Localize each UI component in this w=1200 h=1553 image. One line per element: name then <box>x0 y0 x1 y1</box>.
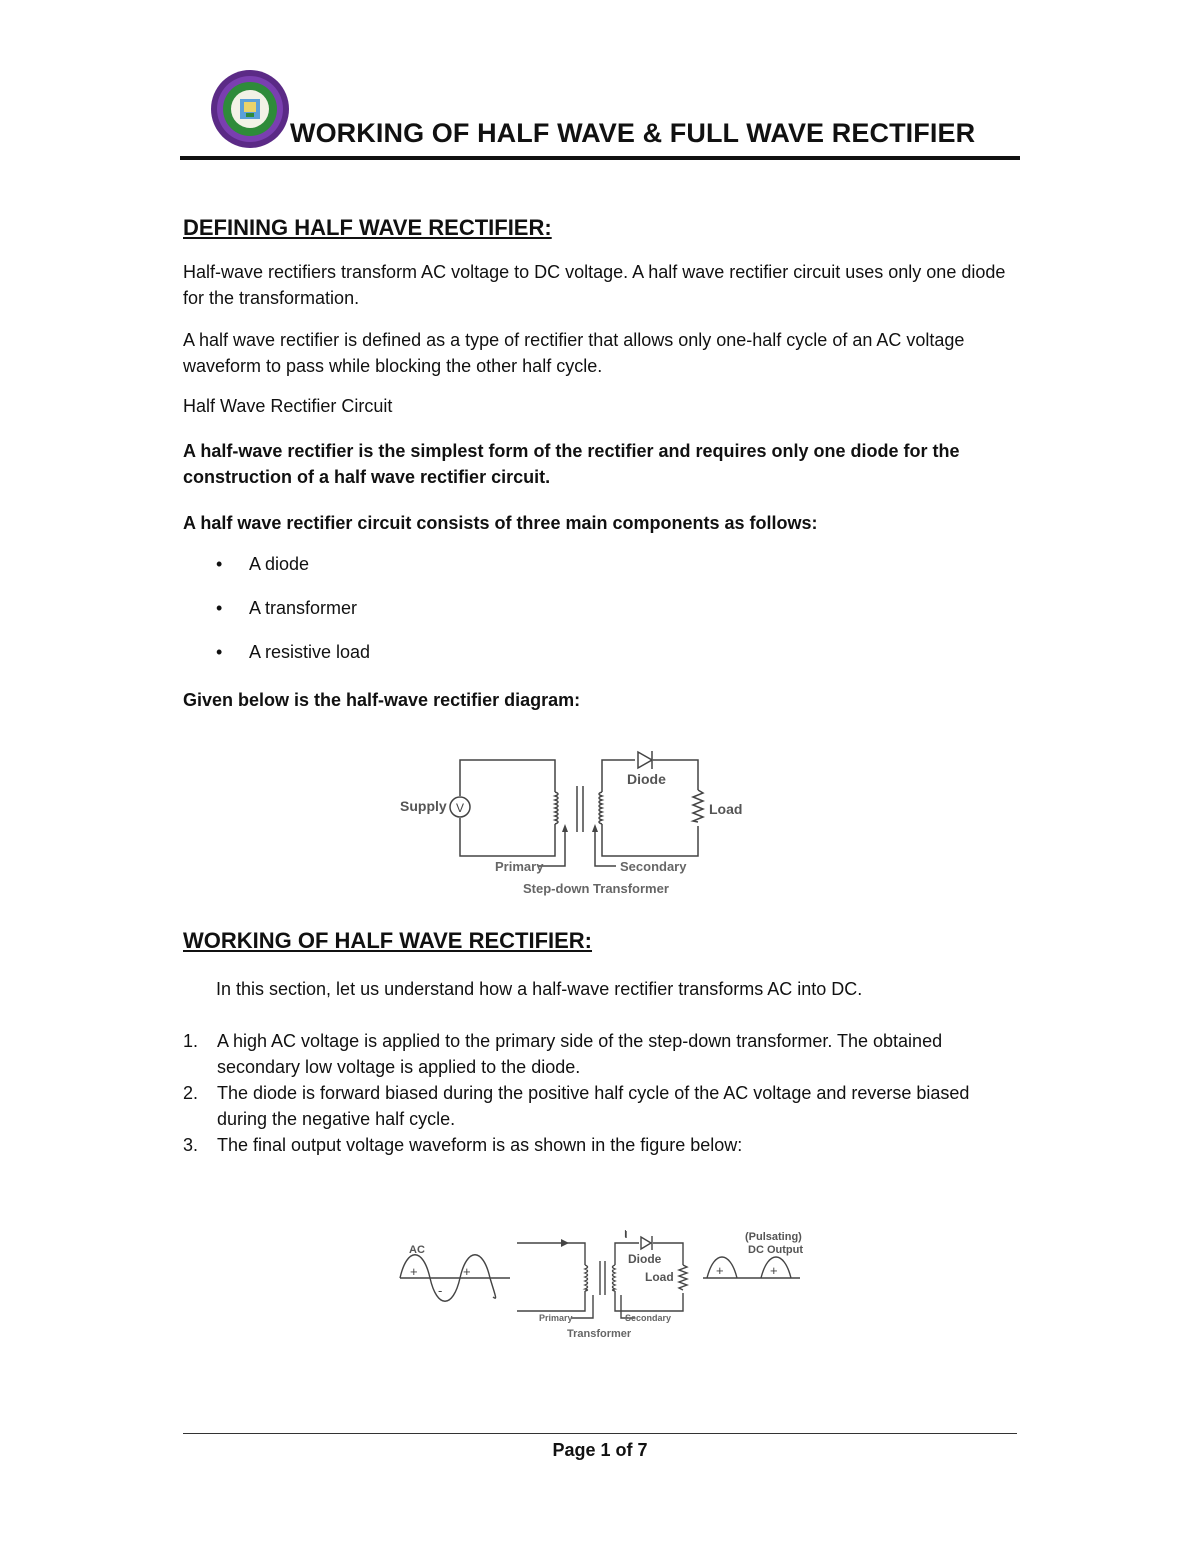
plus-sign: + <box>716 1263 724 1278</box>
current-label: I <box>624 1229 627 1240</box>
output-label-line2: DC Output <box>748 1244 803 1256</box>
list-item: • A resistive load <box>216 642 371 662</box>
primary-label: Primary <box>539 1313 573 1323</box>
load-label: Load <box>645 1270 674 1284</box>
section-heading-defining: DEFINING HALF WAVE RECTIFIER: <box>183 215 552 240</box>
paragraph-definition: A half wave rectifier is defined as a type of rectifier that allows only one-half cycle of an AC voltage waveform to pass while blocking the other half cycle. <box>183 330 965 376</box>
supply-label: Supply <box>400 798 447 814</box>
secondary-label: Secondary <box>625 1313 672 1323</box>
diagram-intro: Given below is the half-wave rectifier diagram: <box>183 690 581 710</box>
section-heading-working: WORKING OF HALF WAVE RECTIFIER: <box>183 928 593 953</box>
institution-logo <box>210 69 290 149</box>
paragraph-simplest-form: A half-wave rectifier is the simplest form of the rectifier and requires only one diode for the construction of a half wave rectifier circuit. <box>183 441 960 487</box>
list-item: 2. The diode is forward biased during the positive half cycle of the AC voltage and reverse biased during the negative half cycle. <box>183 1083 970 1129</box>
footer-rule <box>183 1433 1017 1434</box>
diagram-caption: Step-down Transformer <box>523 881 669 896</box>
voltmeter-symbol: V <box>455 801 465 815</box>
load-label: Load <box>709 801 743 817</box>
page-title: WORKING OF HALF WAVE & FULL WAVE RECTIFIER <box>290 118 976 148</box>
subheading-circuit: Half Wave Rectifier Circuit <box>183 396 393 416</box>
title-rule <box>180 156 1020 160</box>
plus-sign: + <box>410 1264 418 1279</box>
primary-label: Primary <box>495 859 544 874</box>
list-item: • A transformer <box>216 598 358 618</box>
paragraph-intro: Half-wave rectifiers transform AC voltage to DC voltage. A half wave rectifier circuit uses only one diode for the transformation. <box>183 262 1006 308</box>
paragraph-working-intro: In this section, let us understand how a half-wave rectifier transforms AC into DC. <box>216 979 863 999</box>
steps-list <box>183 1028 1023 1158</box>
transformer-caption: Transformer <box>567 1328 632 1340</box>
output-label-line1: (Pulsating) <box>745 1231 802 1243</box>
output-waveform-diagram <box>395 1225 815 1345</box>
secondary-label: Secondary <box>620 859 687 874</box>
diode-label: Diode <box>628 1252 662 1266</box>
diode-label: Diode <box>627 771 666 787</box>
page-number: Page 1 of 7 <box>552 1440 648 1460</box>
list-item: 1. A high AC voltage is applied to the primary side of the step-down transformer. The obtained secondary low voltage is applied to the diode. <box>183 1031 943 1077</box>
plus-sign: + <box>463 1264 471 1279</box>
minus-sign: - <box>438 1283 443 1298</box>
half-wave-rectifier-diagram <box>390 740 760 905</box>
list-item: • A diode <box>216 554 310 574</box>
paragraph-components: A half wave rectifier circuit consists of three main components as follows: <box>183 513 818 533</box>
list-item: 3. The final output voltage waveform is as shown in the figure below: <box>183 1135 743 1155</box>
plus-sign: + <box>770 1263 778 1278</box>
ac-label: AC <box>409 1244 425 1256</box>
